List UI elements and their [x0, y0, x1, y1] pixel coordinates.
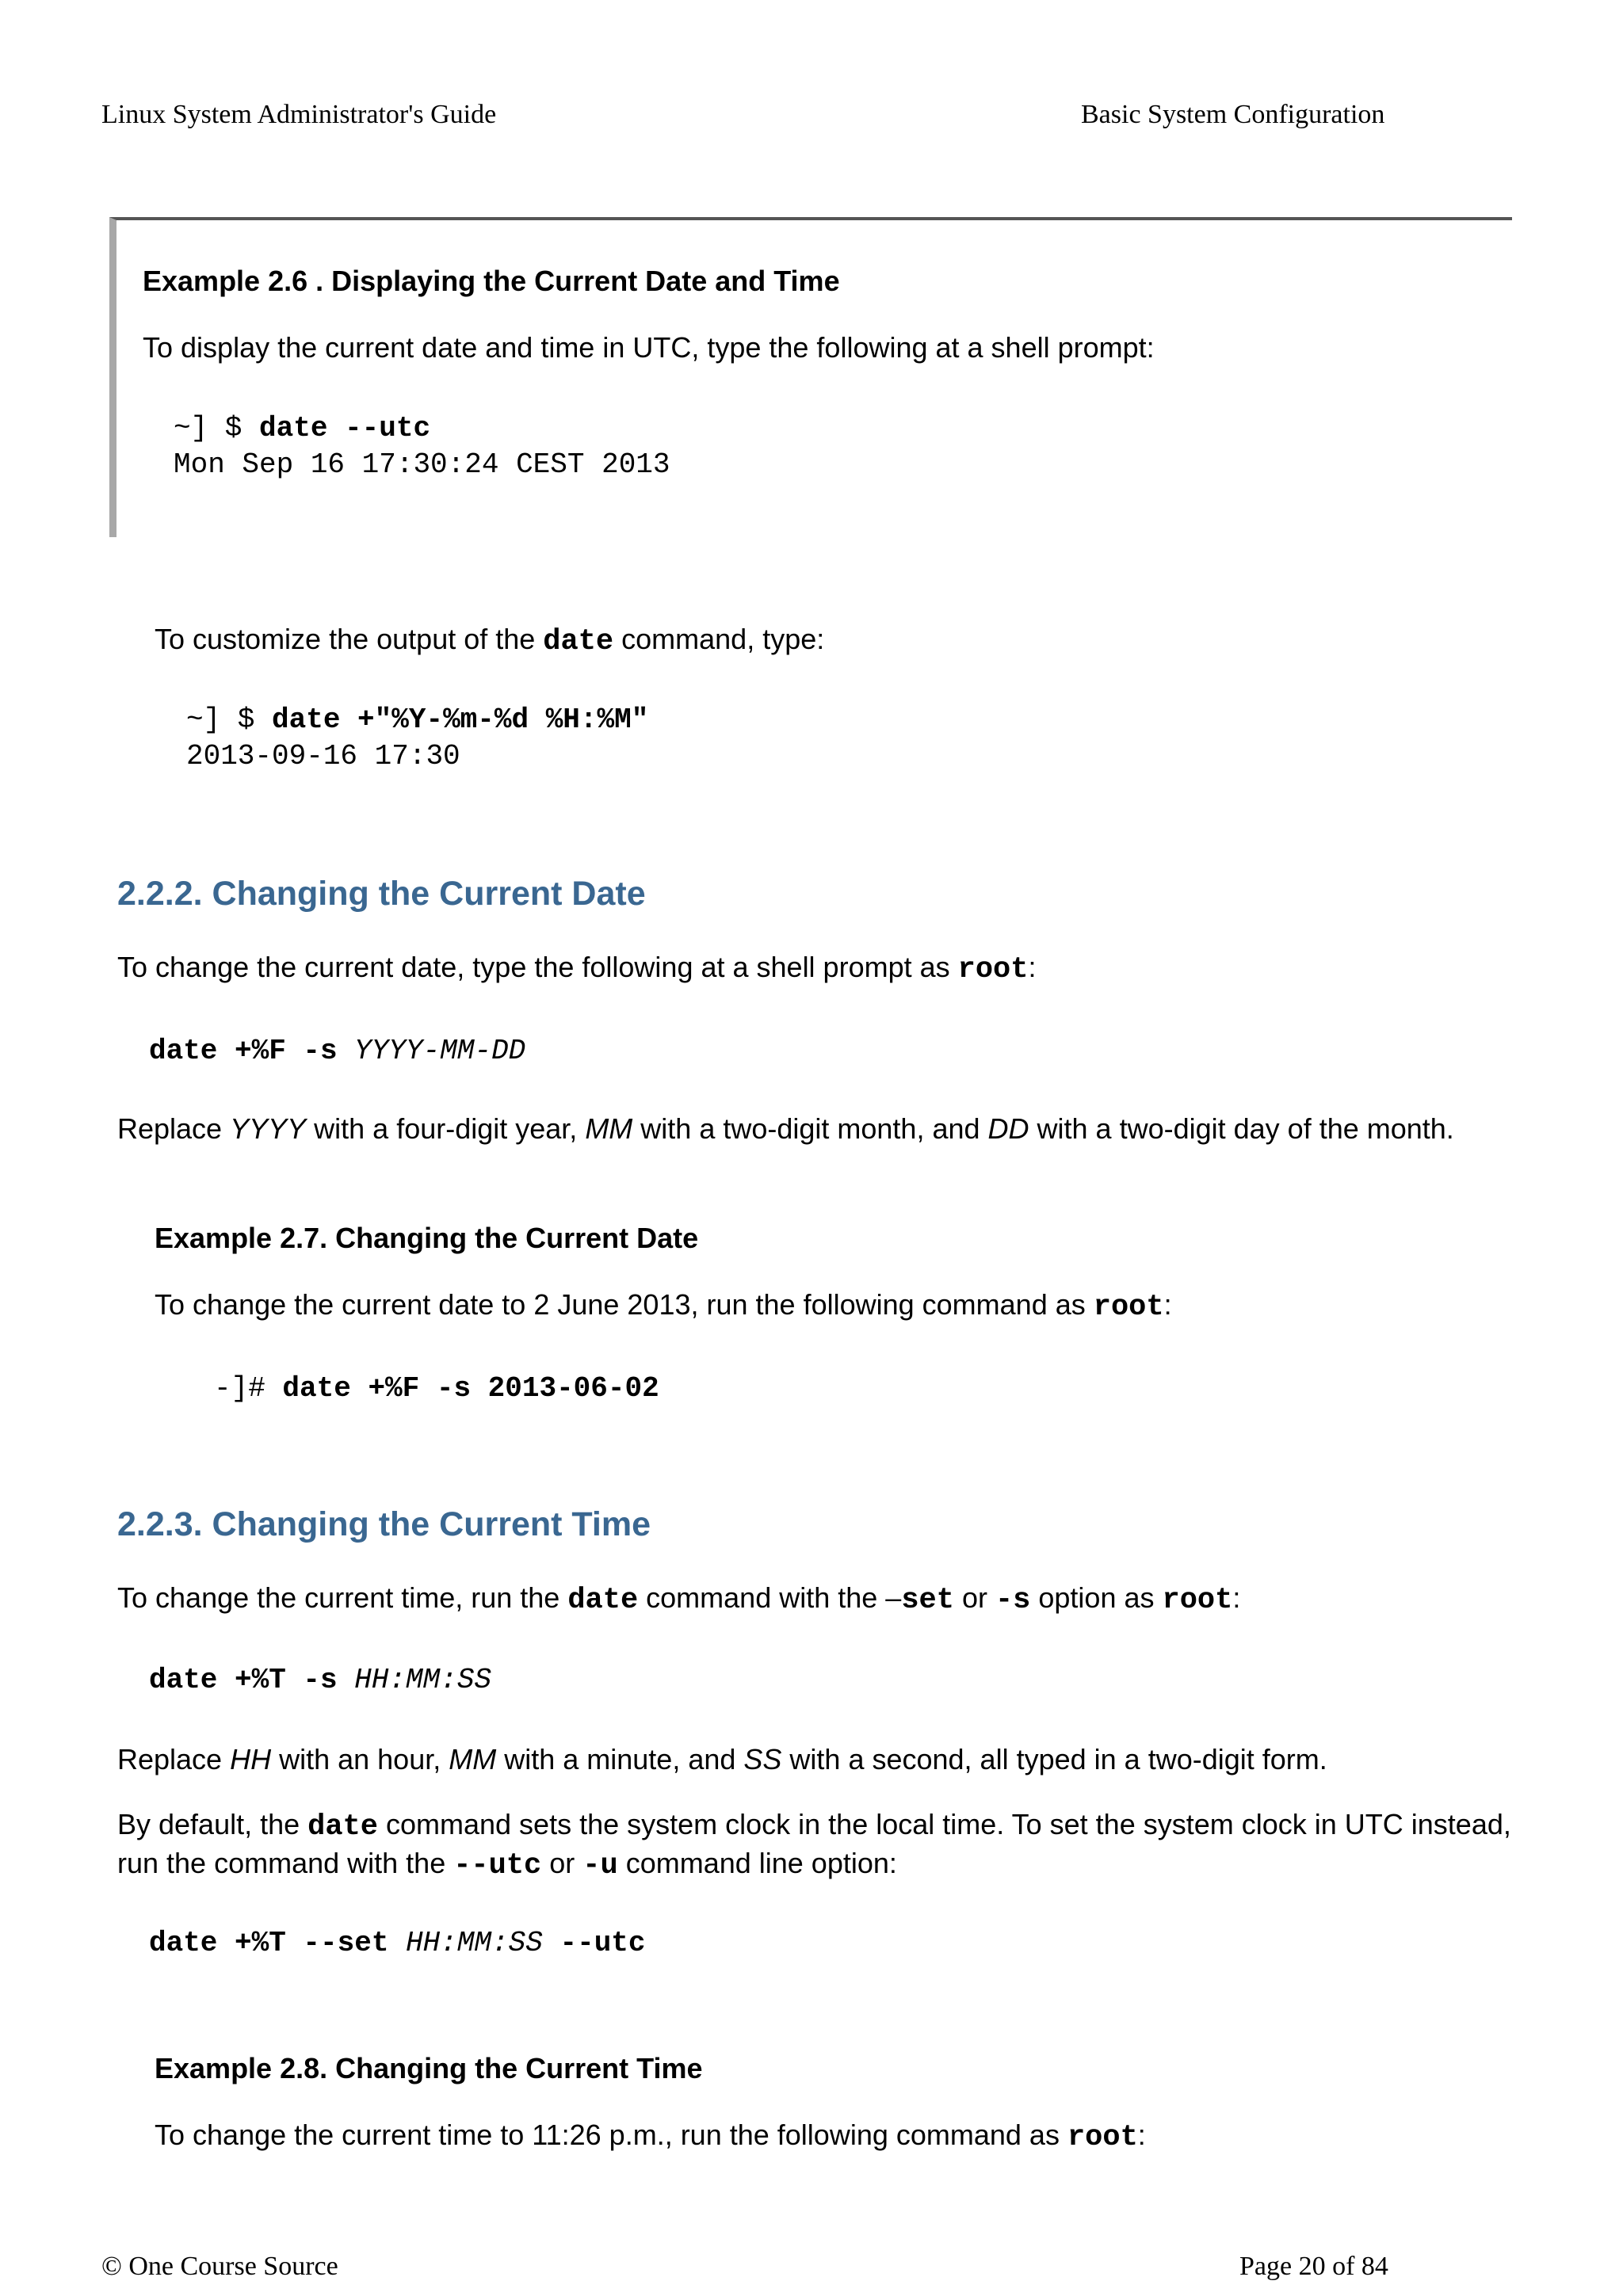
text: with a second, all typed in a two-digit form.	[781, 1743, 1327, 1775]
example-2-7-command-line	[214, 1372, 659, 1405]
inline-code: -u	[582, 1849, 618, 1882]
command-option: --utc	[542, 1927, 646, 1959]
inline-code: root	[1093, 1291, 1164, 1324]
customize-command-line	[186, 704, 648, 736]
text: :	[1137, 2119, 1146, 2151]
command: date +%F -s	[149, 1035, 355, 1067]
inline-code: date	[307, 1810, 378, 1844]
text: command line option:	[617, 1847, 897, 1879]
text: :	[1232, 1581, 1241, 1614]
example-2-6-title: Example 2.6 . Displaying the Current Date and Time	[143, 265, 840, 297]
time-replace-paragraph	[117, 1743, 1327, 1776]
term: MM	[585, 1112, 633, 1145]
example-2-6-command-line	[174, 412, 430, 444]
example-2-6-description: To display the current date and time in UTC, type the following at a shell prompt:	[143, 331, 1155, 364]
text: option as	[1030, 1581, 1163, 1614]
text: By default, the	[117, 1808, 308, 1840]
inline-code: root	[957, 953, 1029, 986]
shell-prompt: ~] $	[186, 704, 273, 736]
running-header-left: Linux System Administrator's Guide	[101, 100, 497, 129]
text: To change the current time, run the	[117, 1581, 568, 1614]
section-2-2-3-intro	[117, 1581, 1240, 1617]
text: with a minute, and	[496, 1743, 744, 1775]
placeholder-arg: YYYY-MM-DD	[354, 1035, 526, 1067]
inline-code: --utc	[453, 1849, 542, 1882]
command: date +%T --set	[149, 1927, 407, 1959]
term: YYYY	[230, 1112, 307, 1145]
term: HH	[230, 1743, 272, 1775]
inline-code: set	[901, 1584, 954, 1617]
term: DD	[987, 1112, 1029, 1145]
command: date +%F -s 2013-06-02	[282, 1372, 659, 1405]
example-2-6-output: Mon Sep 16 17:30:24 CEST 2013	[174, 448, 670, 481]
text: :	[1163, 1288, 1172, 1321]
text: To change the current date, type the following at a shell prompt as	[117, 951, 958, 983]
term: SS	[743, 1743, 782, 1775]
inline-code: root	[1162, 1584, 1233, 1617]
text: Replace	[117, 1112, 231, 1145]
text: with an hour,	[271, 1743, 449, 1775]
section-2-2-2-intro	[117, 951, 1036, 986]
term: MM	[449, 1743, 497, 1775]
example-2-7-title: Example 2.7. Changing the Current Date	[155, 1222, 699, 1254]
customize-paragraph	[155, 623, 824, 658]
page-number: Page 20 of 84	[1239, 2252, 1388, 2281]
example-2-8-description	[155, 2119, 1146, 2154]
text: or	[953, 1581, 995, 1614]
text: or	[541, 1847, 583, 1879]
inline-code: date	[567, 1584, 639, 1617]
utc-syntax-line	[149, 1927, 646, 1959]
example-2-7-description	[155, 1288, 1172, 1324]
example-2-8-title: Example 2.8. Changing the Current Time	[155, 2052, 703, 2084]
customize-output: 2013-09-16 17:30	[186, 740, 460, 772]
time-syntax-line	[149, 1664, 491, 1696]
text: To customize the output of the	[155, 623, 544, 655]
text: command, type:	[613, 623, 825, 655]
running-header-right: Basic System Configuration	[1081, 100, 1385, 129]
running-footer-left: © One Course Source	[101, 2252, 338, 2281]
section-heading-2-2-3: 2.2.3. Changing the Current Time	[117, 1505, 651, 1543]
utc-default-paragraph	[117, 1806, 1528, 1884]
date-syntax-line	[149, 1035, 525, 1067]
text: command with the –	[638, 1581, 902, 1614]
inline-code: date	[543, 625, 614, 658]
shell-prompt: ~] $	[174, 412, 260, 444]
text: :	[1028, 951, 1037, 983]
date-replace-paragraph	[117, 1112, 1454, 1146]
text: with a two-digit month, and	[632, 1112, 988, 1145]
command: date --utc	[259, 412, 431, 444]
command: date +%T -s	[149, 1664, 355, 1696]
text: command sets the system clock in the local time. To set the system clock in UTC instead, run the command with the	[117, 1808, 1511, 1879]
command: date +"%Y-%m-%d %H:%M"	[272, 704, 649, 736]
placeholder-arg: HH:MM:SS	[406, 1927, 543, 1959]
text: To change the current date to 2 June 2013, run the following command as	[155, 1288, 1094, 1321]
inline-code: root	[1067, 2121, 1138, 2154]
placeholder-arg: HH:MM:SS	[354, 1664, 492, 1696]
inline-code: -s	[995, 1584, 1031, 1617]
text: Replace	[117, 1743, 231, 1775]
text: with a four-digit year,	[306, 1112, 586, 1145]
text: To change the current time to 11:26 p.m., run the following command as	[155, 2119, 1067, 2151]
text: with a two-digit day of the month.	[1029, 1112, 1454, 1145]
shell-prompt: -]#	[214, 1372, 283, 1405]
section-heading-2-2-2: 2.2.2. Changing the Current Date	[117, 875, 646, 913]
